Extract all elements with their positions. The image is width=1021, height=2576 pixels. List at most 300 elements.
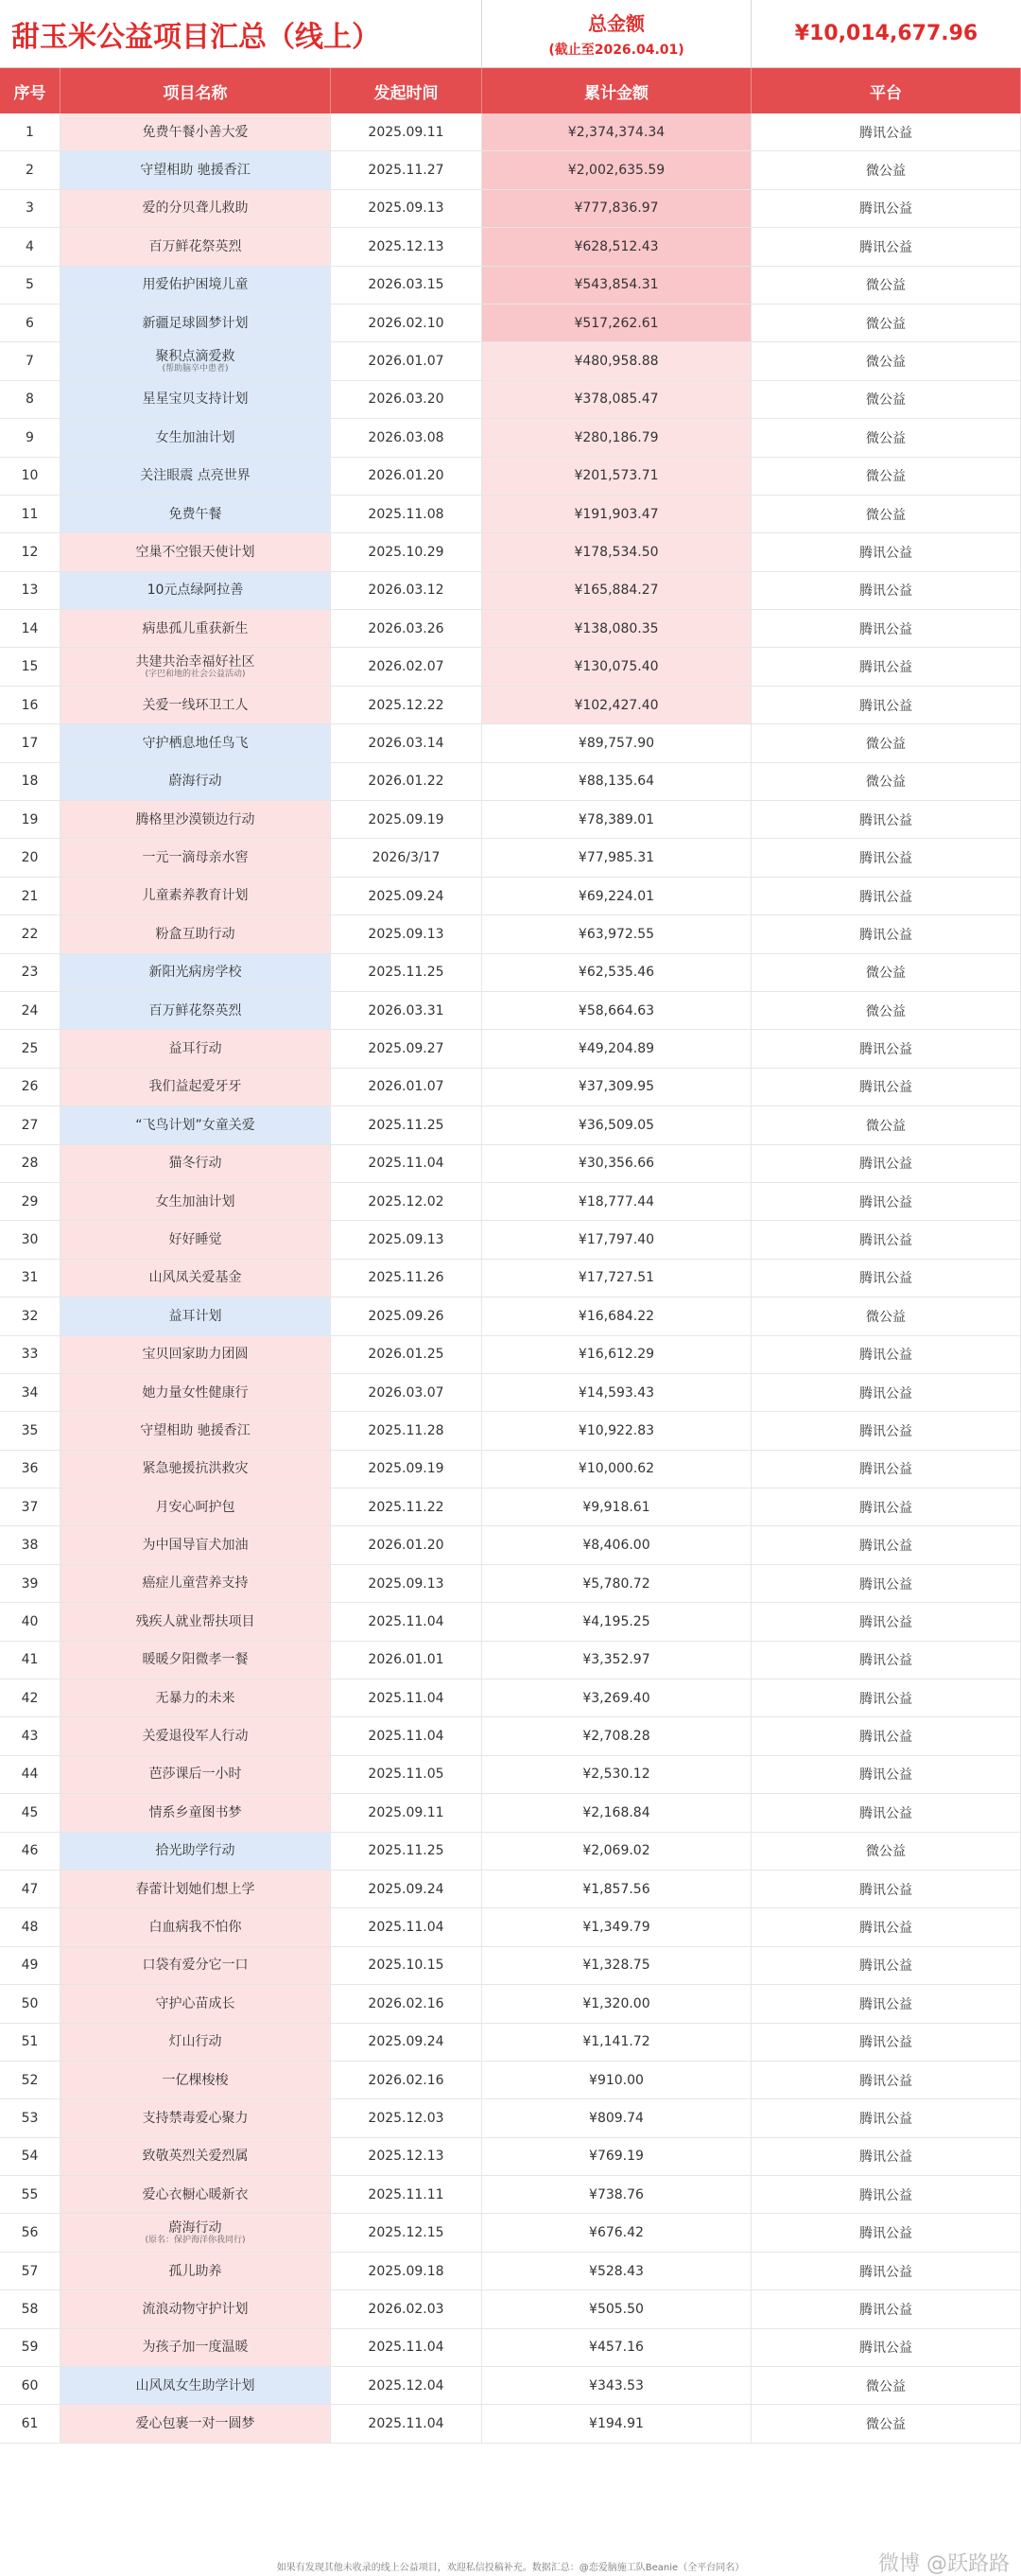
cell-no: 29 bbox=[0, 1183, 61, 1220]
cell-name bbox=[61, 496, 331, 532]
project-name: 为中国导盲犬加油 bbox=[142, 1538, 249, 1554]
cell-name bbox=[61, 533, 331, 570]
cell-name bbox=[61, 687, 331, 723]
cell-no: 10 bbox=[0, 458, 61, 495]
cell-name bbox=[61, 113, 331, 150]
cell-date: 2025.11.22 bbox=[331, 1488, 482, 1525]
cell-name bbox=[61, 1947, 331, 1984]
cell-date: 2026.02.03 bbox=[331, 2290, 482, 2327]
table-row bbox=[0, 1069, 1021, 1106]
table-row bbox=[0, 2253, 1021, 2290]
cell-platform: 腾讯公益 bbox=[752, 2329, 1021, 2366]
cell-platform: 腾讯公益 bbox=[752, 228, 1021, 265]
cell-amount: ¥178,534.50 bbox=[482, 533, 752, 570]
cell-name bbox=[61, 915, 331, 952]
cell-name bbox=[61, 1833, 331, 1870]
cell-no: 56 bbox=[0, 2214, 61, 2251]
cell-no: 15 bbox=[0, 648, 61, 685]
cell-name bbox=[61, 1985, 331, 2022]
project-name: 守护栖息地任鸟飞 bbox=[142, 735, 249, 751]
cell-amount: ¥30,356.66 bbox=[482, 1145, 752, 1182]
cell-no: 60 bbox=[0, 2367, 61, 2404]
cell-platform: 微公益 bbox=[752, 458, 1021, 495]
cell-platform: 腾讯公益 bbox=[752, 648, 1021, 685]
cell-date: 2025.09.24 bbox=[331, 878, 482, 914]
cell-no: 6 bbox=[0, 305, 61, 341]
cell-date: 2025.11.11 bbox=[331, 2176, 482, 2213]
cell-date: 2025.11.04 bbox=[331, 1908, 482, 1945]
footer-note: 如果有发现其他未收录的线上公益项目，欢迎私信投稿补充。数据汇总：@恋爱脑施工队Beanie（全平台同名） bbox=[276, 2563, 745, 2573]
table-row bbox=[0, 687, 1021, 724]
cell-platform: 微公益 bbox=[752, 2367, 1021, 2404]
cell-amount: ¥769.19 bbox=[482, 2138, 752, 2175]
cell-name bbox=[61, 1794, 331, 1831]
cell-amount: ¥89,757.90 bbox=[482, 724, 752, 761]
cell-name bbox=[61, 1412, 331, 1449]
cell-date: 2025.09.26 bbox=[331, 1297, 482, 1334]
cell-amount: ¥130,075.40 bbox=[482, 648, 752, 685]
project-name: 儿童素养教育计划 bbox=[142, 888, 249, 904]
cell-name bbox=[61, 1908, 331, 1945]
cell-amount: ¥77,985.31 bbox=[482, 839, 752, 876]
cell-platform: 腾讯公益 bbox=[752, 2176, 1021, 2213]
cell-amount: ¥2,374,374.34 bbox=[482, 113, 752, 150]
table-row bbox=[0, 1412, 1021, 1450]
cell-amount: ¥378,085.47 bbox=[482, 381, 752, 418]
cell-platform: 腾讯公益 bbox=[752, 878, 1021, 914]
cell-platform: 微公益 bbox=[752, 381, 1021, 418]
cell-amount: ¥69,224.01 bbox=[482, 878, 752, 914]
cell-no: 5 bbox=[0, 267, 61, 304]
table-row bbox=[0, 2290, 1021, 2328]
cell-no: 59 bbox=[0, 2329, 61, 2366]
cell-date: 2025.12.04 bbox=[331, 2367, 482, 2404]
project-name: 猫冬行动 bbox=[168, 1156, 222, 1172]
cell-date: 2026.03.26 bbox=[331, 610, 482, 647]
cell-date: 2025.11.25 bbox=[331, 954, 482, 991]
cell-amount: ¥1,141.72 bbox=[482, 2024, 752, 2061]
cell-no: 21 bbox=[0, 878, 61, 914]
cell-name bbox=[61, 228, 331, 265]
cell-name bbox=[61, 458, 331, 495]
cell-platform: 腾讯公益 bbox=[752, 1260, 1021, 1297]
project-name: 用爱佑护困境儿童 bbox=[142, 277, 249, 293]
cell-amount: ¥62,535.46 bbox=[482, 954, 752, 991]
project-name: 孤儿助养 bbox=[168, 2263, 222, 2279]
cell-amount: ¥17,797.40 bbox=[482, 1221, 752, 1258]
cell-date: 2025.09.13 bbox=[331, 190, 482, 227]
cell-amount: ¥16,612.29 bbox=[482, 1336, 752, 1373]
cell-platform: 腾讯公益 bbox=[752, 1908, 1021, 1945]
cell-date: 2026.03.15 bbox=[331, 267, 482, 304]
cell-date: 2025.11.25 bbox=[331, 1833, 482, 1870]
cell-date: 2025.11.05 bbox=[331, 1756, 482, 1793]
project-name: 爱心包裹一对一圆梦 bbox=[135, 2416, 255, 2432]
page-title: 甜玉米公益项目汇总（线上） bbox=[0, 0, 482, 67]
cell-date: 2026.01.07 bbox=[331, 342, 482, 379]
cell-name bbox=[61, 2253, 331, 2289]
cell-platform: 微公益 bbox=[752, 267, 1021, 304]
cell-no: 51 bbox=[0, 2024, 61, 2061]
cell-platform: 腾讯公益 bbox=[752, 2214, 1021, 2251]
cell-no: 32 bbox=[0, 1297, 61, 1334]
project-name: 空巢不空银天使计划 bbox=[135, 544, 255, 560]
cell-no: 43 bbox=[0, 1717, 61, 1754]
cell-date: 2025.09.13 bbox=[331, 915, 482, 952]
cell-name bbox=[61, 267, 331, 304]
cell-no: 53 bbox=[0, 2099, 61, 2136]
cell-name bbox=[61, 2405, 331, 2442]
cell-amount: ¥343.53 bbox=[482, 2367, 752, 2404]
table-row bbox=[0, 458, 1021, 496]
project-name: 为孩子加一度温暖 bbox=[142, 2340, 249, 2356]
cell-name bbox=[61, 801, 331, 838]
cell-amount: ¥17,727.51 bbox=[482, 1260, 752, 1297]
project-name: 聚积点滴爱救 bbox=[155, 348, 235, 364]
cell-name bbox=[61, 2214, 331, 2251]
project-name: 好好睡觉 bbox=[168, 1231, 222, 1247]
cell-date: 2025.12.02 bbox=[331, 1183, 482, 1220]
cell-platform: 腾讯公益 bbox=[752, 2024, 1021, 2061]
table-row bbox=[0, 1833, 1021, 1871]
cell-amount: ¥1,320.00 bbox=[482, 1985, 752, 2022]
cell-amount: ¥10,000.62 bbox=[482, 1451, 752, 1488]
table-row bbox=[0, 1908, 1021, 1946]
cell-date: 2026.02.07 bbox=[331, 648, 482, 685]
cell-amount: ¥194.91 bbox=[482, 2405, 752, 2442]
table-row bbox=[0, 1488, 1021, 1526]
table-row bbox=[0, 610, 1021, 648]
cell-platform: 微公益 bbox=[752, 954, 1021, 991]
cell-amount: ¥88,135.64 bbox=[482, 763, 752, 800]
cell-amount: ¥102,427.40 bbox=[482, 687, 752, 723]
cell-platform: 腾讯公益 bbox=[752, 2138, 1021, 2175]
cell-platform: 微公益 bbox=[752, 496, 1021, 532]
cell-date: 2025.09.11 bbox=[331, 1794, 482, 1831]
table-row bbox=[0, 1106, 1021, 1144]
cell-amount: ¥14,593.43 bbox=[482, 1374, 752, 1411]
cell-no: 45 bbox=[0, 1794, 61, 1831]
cell-no: 31 bbox=[0, 1260, 61, 1297]
project-name: 关爱一线环卫工人 bbox=[142, 697, 249, 713]
table-row bbox=[0, 342, 1021, 380]
project-name: 情系乡童图书梦 bbox=[148, 1804, 242, 1820]
project-name: 蔚海行动 bbox=[168, 2219, 222, 2236]
table-row bbox=[0, 1221, 1021, 1259]
table-row bbox=[0, 1030, 1021, 1068]
table-row bbox=[0, 915, 1021, 953]
project-name: 女生加油计划 bbox=[155, 429, 235, 445]
table-row bbox=[0, 1297, 1021, 1335]
cell-platform: 腾讯公益 bbox=[752, 610, 1021, 647]
cell-date: 2025.09.18 bbox=[331, 2253, 482, 2289]
cell-no: 40 bbox=[0, 1603, 61, 1640]
table-row bbox=[0, 533, 1021, 571]
cell-name bbox=[61, 1183, 331, 1220]
cell-no: 47 bbox=[0, 1871, 61, 1907]
cell-platform: 腾讯公益 bbox=[752, 1069, 1021, 1105]
table-row bbox=[0, 267, 1021, 305]
cell-amount: ¥280,186.79 bbox=[482, 419, 752, 456]
table-row bbox=[0, 305, 1021, 342]
table-row bbox=[0, 1260, 1021, 1297]
cell-platform: 腾讯公益 bbox=[752, 801, 1021, 838]
cell-name bbox=[61, 2290, 331, 2327]
cell-date: 2025.09.13 bbox=[331, 1565, 482, 1602]
cell-no: 38 bbox=[0, 1526, 61, 1563]
table-row bbox=[0, 228, 1021, 266]
cell-amount: ¥165,884.27 bbox=[482, 572, 752, 609]
cell-no: 41 bbox=[0, 1642, 61, 1679]
project-name: 粉盒互助行动 bbox=[155, 926, 235, 942]
cell-platform: 腾讯公益 bbox=[752, 113, 1021, 150]
cell-no: 46 bbox=[0, 1833, 61, 1870]
cell-no: 57 bbox=[0, 2253, 61, 2289]
project-name: 女生加油计划 bbox=[155, 1193, 235, 1210]
cell-platform: 微公益 bbox=[752, 151, 1021, 188]
cell-name bbox=[61, 1106, 331, 1143]
cell-platform: 腾讯公益 bbox=[752, 1183, 1021, 1220]
cell-amount: ¥457.16 bbox=[482, 2329, 752, 2366]
table-row bbox=[0, 954, 1021, 992]
project-name: 守望相助 驰援香江 bbox=[140, 1422, 251, 1438]
cell-name bbox=[61, 151, 331, 188]
cell-amount: ¥3,269.40 bbox=[482, 1680, 752, 1716]
cell-name bbox=[61, 1030, 331, 1067]
cell-platform: 微公益 bbox=[752, 305, 1021, 341]
total-label-cell bbox=[482, 0, 752, 67]
cell-name bbox=[61, 419, 331, 456]
cell-platform: 腾讯公益 bbox=[752, 915, 1021, 952]
cell-name bbox=[61, 839, 331, 876]
cell-date: 2025.11.04 bbox=[331, 2329, 482, 2366]
cell-amount: ¥8,406.00 bbox=[482, 1526, 752, 1563]
cell-platform: 腾讯公益 bbox=[752, 2253, 1021, 2289]
table-header bbox=[0, 68, 1021, 113]
cell-amount: ¥191,903.47 bbox=[482, 496, 752, 532]
cell-amount: ¥3,352.97 bbox=[482, 1642, 752, 1679]
project-name: 蔚海行动 bbox=[168, 774, 222, 790]
table-row bbox=[0, 419, 1021, 457]
cell-name bbox=[61, 610, 331, 647]
cell-date: 2025.09.24 bbox=[331, 2024, 482, 2061]
cell-name bbox=[61, 1756, 331, 1793]
cell-no: 42 bbox=[0, 1680, 61, 1716]
cell-amount: ¥2,530.12 bbox=[482, 1756, 752, 1793]
cell-platform: 腾讯公益 bbox=[752, 1947, 1021, 1984]
project-name: 关爱退役军人行动 bbox=[142, 1729, 249, 1745]
cell-date: 2025.11.04 bbox=[331, 1680, 482, 1716]
project-name: 山风凤关爱基金 bbox=[148, 1270, 242, 1286]
project-name: 共建共治幸福好社区 bbox=[135, 653, 255, 670]
cell-date: 2025.11.25 bbox=[331, 1106, 482, 1143]
project-name: 灯山行动 bbox=[168, 2034, 222, 2050]
cell-no: 4 bbox=[0, 228, 61, 265]
cell-amount: ¥138,080.35 bbox=[482, 610, 752, 647]
cell-name bbox=[61, 381, 331, 418]
cell-platform: 腾讯公益 bbox=[752, 1412, 1021, 1449]
cell-amount: ¥58,664.63 bbox=[482, 992, 752, 1029]
cell-amount: ¥809.74 bbox=[482, 2099, 752, 2136]
project-name: 病患孤儿重获新生 bbox=[142, 620, 249, 636]
cell-date: 2025.11.26 bbox=[331, 1260, 482, 1297]
cell-date: 2025.11.08 bbox=[331, 496, 482, 532]
cell-platform: 腾讯公益 bbox=[752, 1221, 1021, 1258]
cell-date: 2026.01.20 bbox=[331, 1526, 482, 1563]
cell-name bbox=[61, 724, 331, 761]
cell-platform: 腾讯公益 bbox=[752, 1642, 1021, 1679]
table-row bbox=[0, 2367, 1021, 2405]
cell-no: 23 bbox=[0, 954, 61, 991]
project-name: 山风凤女生助学计划 bbox=[135, 2377, 255, 2393]
cell-name bbox=[61, 1526, 331, 1563]
cell-no: 61 bbox=[0, 2405, 61, 2442]
cell-name bbox=[61, 572, 331, 609]
table-row bbox=[0, 151, 1021, 189]
table-row bbox=[0, 2176, 1021, 2214]
table-row bbox=[0, 1145, 1021, 1183]
cell-amount: ¥201,573.71 bbox=[482, 458, 752, 495]
project-note: (帮助脑卒中患者) bbox=[162, 363, 229, 374]
cell-platform: 腾讯公益 bbox=[752, 1145, 1021, 1182]
cell-no: 26 bbox=[0, 1069, 61, 1105]
cell-platform: 腾讯公益 bbox=[752, 1603, 1021, 1640]
project-name: 癌症儿童营养支持 bbox=[142, 1575, 249, 1592]
table-row bbox=[0, 1680, 1021, 1717]
cell-no: 54 bbox=[0, 2138, 61, 2175]
cell-amount: ¥1,857.56 bbox=[482, 1871, 752, 1907]
cell-amount: ¥18,777.44 bbox=[482, 1183, 752, 1220]
cell-platform: 微公益 bbox=[752, 1106, 1021, 1143]
cell-platform: 腾讯公益 bbox=[752, 1756, 1021, 1793]
cell-no: 17 bbox=[0, 724, 61, 761]
column-header-date: 发起时间 bbox=[331, 68, 482, 113]
cell-amount: ¥2,069.02 bbox=[482, 1833, 752, 1870]
table-row bbox=[0, 1451, 1021, 1488]
cell-no: 34 bbox=[0, 1374, 61, 1411]
cell-name bbox=[61, 1336, 331, 1373]
cell-name bbox=[61, 1565, 331, 1602]
project-name: 春蕾计划她们想上学 bbox=[135, 1881, 255, 1897]
page-header bbox=[0, 0, 1021, 68]
cell-platform: 腾讯公益 bbox=[752, 1871, 1021, 1907]
cell-name bbox=[61, 2367, 331, 2404]
table-row bbox=[0, 1183, 1021, 1221]
cell-date: 2025.11.27 bbox=[331, 151, 482, 188]
cell-name bbox=[61, 2024, 331, 2061]
cell-date: 2025.10.29 bbox=[331, 533, 482, 570]
project-name: 残疾人就业帮扶项目 bbox=[135, 1613, 255, 1629]
table-row bbox=[0, 1336, 1021, 1374]
project-name: 爱的分贝聋儿救助 bbox=[142, 200, 249, 217]
table-row bbox=[0, 496, 1021, 533]
table-row bbox=[0, 763, 1021, 801]
cell-amount: ¥1,328.75 bbox=[482, 1947, 752, 1984]
cell-no: 49 bbox=[0, 1947, 61, 1984]
cell-amount: ¥480,958.88 bbox=[482, 342, 752, 379]
project-name: 暖暖夕阳微孝一餐 bbox=[142, 1652, 249, 1668]
cell-no: 28 bbox=[0, 1145, 61, 1182]
cell-platform: 腾讯公益 bbox=[752, 839, 1021, 876]
project-name: 无暴力的未来 bbox=[155, 1690, 235, 1706]
cell-name bbox=[61, 190, 331, 227]
table-row bbox=[0, 113, 1021, 151]
cell-date: 2025.12.13 bbox=[331, 228, 482, 265]
table-row bbox=[0, 1374, 1021, 1412]
table-row bbox=[0, 878, 1021, 915]
table-row bbox=[0, 2329, 1021, 2367]
cell-date: 2025.09.27 bbox=[331, 1030, 482, 1067]
cell-platform: 腾讯公益 bbox=[752, 2099, 1021, 2136]
cell-amount: ¥37,309.95 bbox=[482, 1069, 752, 1105]
project-name: 流浪动物守护计划 bbox=[142, 2301, 249, 2317]
cell-platform: 腾讯公益 bbox=[752, 687, 1021, 723]
project-note: (字巴和地的社会公益活动) bbox=[145, 670, 246, 680]
project-name: 支持禁毒爱心聚力 bbox=[142, 2110, 249, 2126]
table-row bbox=[0, 2062, 1021, 2099]
cell-amount: ¥738.76 bbox=[482, 2176, 752, 2213]
cell-date: 2025.09.13 bbox=[331, 1221, 482, 1258]
table-row bbox=[0, 1985, 1021, 2023]
cell-amount: ¥10,922.83 bbox=[482, 1412, 752, 1449]
cell-date: 2026.03.31 bbox=[331, 992, 482, 1029]
table-row bbox=[0, 992, 1021, 1030]
cell-amount: ¥5,780.72 bbox=[482, 1565, 752, 1602]
table-row bbox=[0, 572, 1021, 610]
table-row bbox=[0, 2024, 1021, 2062]
watermark: 微博 @跃路路 bbox=[878, 2552, 1010, 2576]
cell-amount: ¥36,509.05 bbox=[482, 1106, 752, 1143]
project-name: 月安心呵护包 bbox=[155, 1499, 235, 1515]
project-name: 腾格里沙漠锁边行动 bbox=[135, 811, 255, 827]
cell-amount: ¥517,262.61 bbox=[482, 305, 752, 341]
table-row bbox=[0, 1947, 1021, 1985]
cell-amount: ¥4,195.25 bbox=[482, 1603, 752, 1640]
cell-name bbox=[61, 763, 331, 800]
project-name: 10元点绿阿拉善 bbox=[147, 583, 244, 599]
table-row bbox=[0, 2214, 1021, 2252]
cell-amount: ¥49,204.89 bbox=[482, 1030, 752, 1067]
cell-name bbox=[61, 2062, 331, 2098]
project-name: 益耳行动 bbox=[168, 1041, 222, 1057]
cell-no: 19 bbox=[0, 801, 61, 838]
cell-no: 11 bbox=[0, 496, 61, 532]
cell-amount: ¥2,002,635.59 bbox=[482, 151, 752, 188]
cell-no: 22 bbox=[0, 915, 61, 952]
table-row bbox=[0, 2099, 1021, 2137]
cell-amount: ¥9,918.61 bbox=[482, 1488, 752, 1525]
cell-name bbox=[61, 2329, 331, 2366]
cell-date: 2025.09.24 bbox=[331, 1871, 482, 1907]
table-row bbox=[0, 839, 1021, 877]
cell-no: 9 bbox=[0, 419, 61, 456]
cell-name bbox=[61, 1680, 331, 1716]
cell-date: 2025.12.22 bbox=[331, 687, 482, 723]
cell-no: 39 bbox=[0, 1565, 61, 1602]
project-name: “飞鸟计划”女童关爱 bbox=[135, 1117, 255, 1133]
cell-no: 18 bbox=[0, 763, 61, 800]
project-name: 宝贝回家助力团圆 bbox=[142, 1347, 249, 1363]
cell-platform: 微公益 bbox=[752, 342, 1021, 379]
cell-platform: 腾讯公益 bbox=[752, 1451, 1021, 1488]
table-row bbox=[0, 1756, 1021, 1794]
cell-no: 2 bbox=[0, 151, 61, 188]
table-row bbox=[0, 1565, 1021, 1603]
cell-name bbox=[61, 1451, 331, 1488]
project-name: 我们益起爱牙牙 bbox=[148, 1079, 242, 1095]
cell-name bbox=[61, 1297, 331, 1334]
cell-no: 37 bbox=[0, 1488, 61, 1525]
